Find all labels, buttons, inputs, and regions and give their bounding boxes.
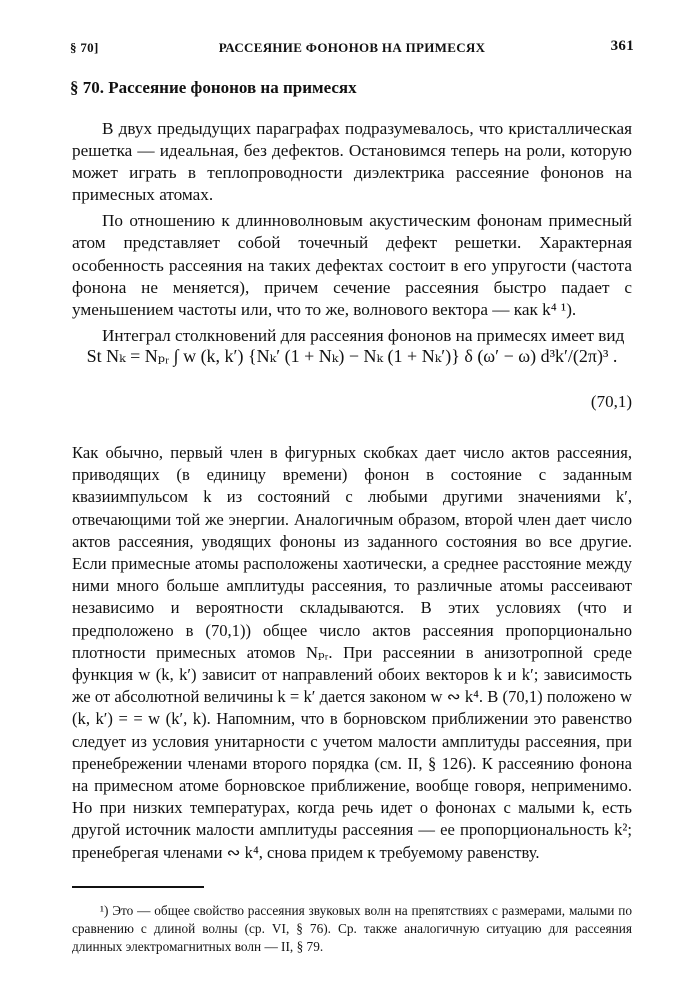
paragraph: Интеграл столкновений для рассеяния фононов на примесях имеет вид <box>102 325 625 345</box>
header-section-ref: § 70] <box>70 40 99 55</box>
section-title: § 70. Рассеяние фононов на примесях <box>70 78 357 97</box>
main-text <box>72 442 632 864</box>
paragraph: Как обычно, первый член в фигурных скобках дает число актов рассеяния, приводящих (в единицу времени) фонон в состояние с заданным квазиимпульсом k из состояний с любыми другими значениями k′, отвечающими той же энергии. Аналогичным образом, второй член дает число актов рассеяния, уводящих фононы из заданного состояния во все другие. Если примесные атомы расположены хаотически, а среднее расстояние между ними много больше амплитуды рассеяния, то различные атомы рассеивают независимо и вероятности складываются. В этих условиях (что и предположено в (70,1)) общее число актов рассеяния пропорционально плотности примесных атомов Nₚᵣ. При рассеянии в анизотропной среде функция w (k, k′) зависит от направлений обоих векторов k и k′; зависимость же от абсолютной величины k = k′ дается законом w ∾ k⁴. В (70,1) положено w (k, k′) = = w (k′, k). Напомним, что в борновском приближении это равенство следует из условия унитарности с учетом малости амплитуды рассеяния, при пренебрежении членами второго порядка (см. II, § 126). К рассеянию фонона на примесном атоме борновское приближение, вообще говоря, неприменимо. Но при низких температурах, когда речь идет о фононах с малыми k, есть другой источник малости амплитуды рассеяния — ее пропорциональность k²; пренебрегая членами ∾ k⁴, снова придем к требуемому равенству. <box>72 443 632 862</box>
equation-number: (70,1) <box>590 392 632 411</box>
footnote-text: ¹) Это — общее свойство рассеяния звуковых волн на препятствиях с размерами, малыми по сравнению с длиной волны (ср. VI, § 76). Ср. также аналогичную ситуацию для рассеяния длинных электромагнитных волн — II, § 79. <box>72 903 632 954</box>
intro-text <box>72 118 632 347</box>
running-header <box>70 40 634 60</box>
header-title: РАССЕЯНИЕ ФОНОНОВ НА ПРИМЕСЯХ <box>218 40 486 55</box>
footnote <box>72 902 632 956</box>
page-number: 361 <box>610 38 634 54</box>
collision-integral-formula: St Nₖ = Nₚᵣ ∫ w (k, k′) {Nₖ′ (1 + Nₖ) − Nₖ (1 + Nₖ′)} δ (ω′ − ω) d³k′/(2π)³ . <box>86 346 618 366</box>
paragraph: В двух предыдущих параграфах подразумевалось, что кристаллическая решетка — идеальная, без дефектов. Остановимся теперь на роли, которую может играть в теплопроводности диэлектрика рассеяние фононов на примесных атомах. <box>72 119 632 205</box>
footnote-rule <box>72 886 204 888</box>
paragraph: По отношению к длинноволновым акустическим фононам примесный атом представляет собой точечный дефект решетки. Характерная особенность рассеяния на таких дефектах состоит в его упругости (частота фонона не меняется), причем сечение рассеяния быстро падает с уменьшением частоты или, что то же, волнового вектора — как k⁴ ¹). <box>72 211 632 319</box>
